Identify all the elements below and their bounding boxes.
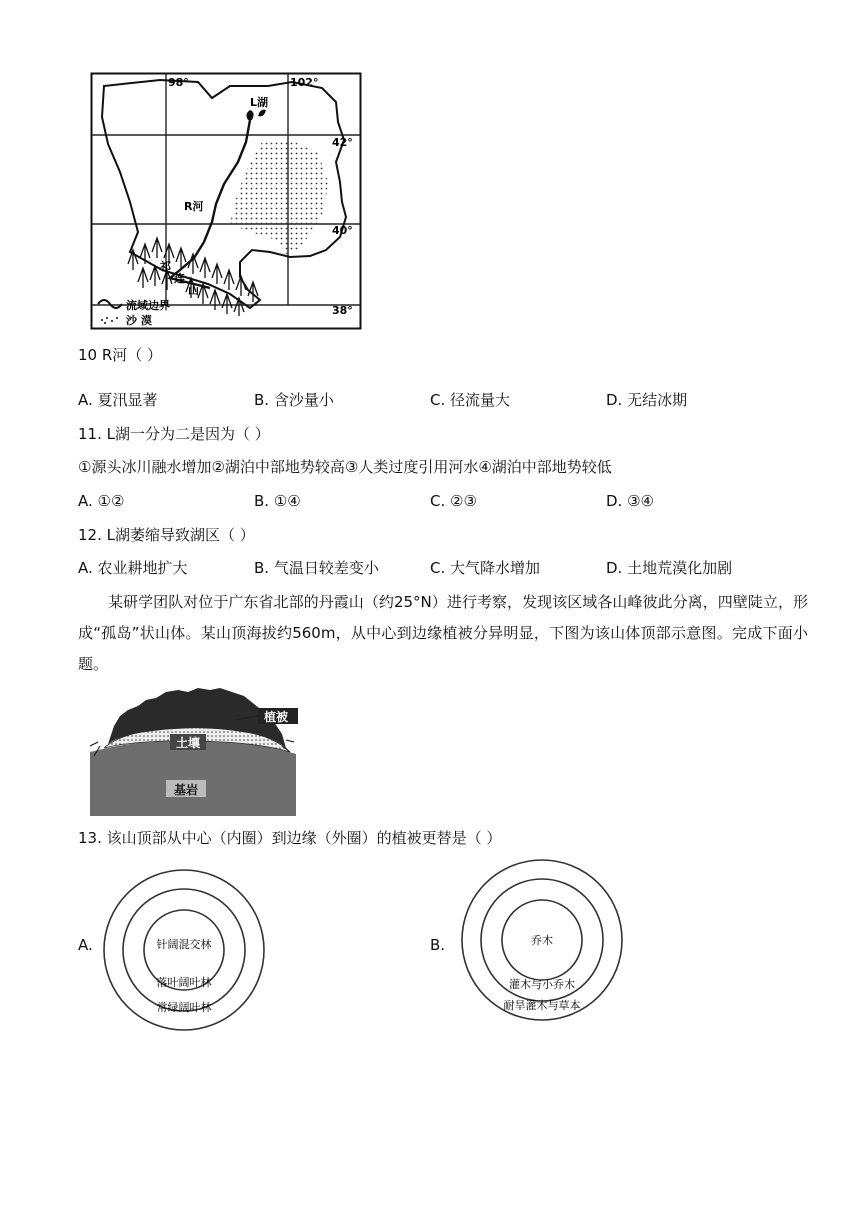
lat-mid-label: 40° (332, 224, 353, 237)
q10-option-d[interactable]: D. 无结冰期 (606, 391, 688, 409)
q11-option-c[interactable]: C. ②③ (430, 492, 477, 510)
basin-map (90, 72, 362, 330)
q11-stem: 11. L湖一分为二是因为（ ） (78, 425, 270, 443)
q12-stem: 12. L湖萎缩导致湖区（ ） (78, 526, 255, 544)
q13-a-outer-label: 常绿阔叶林 (156, 1001, 212, 1014)
lake-label: L湖 (250, 96, 269, 109)
q13-b-outer-label: 耐旱灌木与草本 (503, 999, 581, 1012)
q13-option-b-letter[interactable]: B. (430, 936, 446, 954)
q13-option-a-rings[interactable] (102, 868, 266, 1032)
legend-boundary-label: 流域边界 (126, 299, 170, 312)
q13-stem: 13. 该山顶部从中心（内圈）到边缘（外圈）的植被更替是（ ） (78, 829, 502, 847)
bedrock-label: 基岩 (174, 783, 199, 797)
q11-option-a[interactable]: A. ①② (78, 492, 125, 510)
reading-passage: 某研学团队对位于广东省北部的丹霞山（约25°N）进行考察，发现该区域各山峰彼此分离，四壁陡立，形成“孤岛”状山体。某山顶海拔约560m，从中心到边缘植被分异明显，下图为该山体顶部示意图。完成下面小题。 (78, 593, 808, 673)
q10-stem: 10 R河（ ） (78, 346, 163, 364)
q13-a-middle-label: 落叶阔叶林 (156, 976, 212, 989)
q13-b-inner-label: 乔木 (531, 934, 553, 947)
lon-left-label: 98° (168, 76, 189, 89)
q12-option-a[interactable]: A. 农业耕地扩大 (78, 559, 188, 577)
q11-option-b[interactable]: B. ①④ (254, 492, 301, 510)
q12-option-d[interactable]: D. 土地荒漠化加剧 (606, 559, 733, 577)
q13-option-b-rings[interactable] (460, 858, 624, 1022)
lon-right-label: 102° (290, 76, 319, 89)
q11-option-d[interactable]: D. ③④ (606, 492, 654, 510)
lat-bottom-label: 38° (332, 304, 353, 317)
mountain-char-3: 山 (188, 284, 199, 297)
q10-option-c[interactable]: C. 径流量大 (430, 391, 511, 409)
q11-statements: ①源头冰川融水增加②湖泊中部地势较高③人类过度引用河水④湖泊中部地势较低 (78, 458, 612, 476)
soil-label: 土壤 (176, 736, 201, 750)
q10-option-a[interactable]: A. 夏汛显著 (78, 391, 158, 409)
q13-a-inner-label: 针阔混交林 (156, 938, 212, 951)
mountain-char-2: 连 (174, 272, 185, 285)
q12-option-c[interactable]: C. 大气降水增加 (430, 559, 541, 577)
mountain-top-profile (86, 686, 302, 818)
vegetation-label: 植被 (264, 710, 289, 724)
q13-b-middle-label: 灌木与小乔木 (509, 978, 575, 991)
q10-option-b[interactable]: B. 含沙量小 (254, 391, 334, 409)
q13-option-a-letter[interactable]: A. (78, 936, 93, 954)
lat-top-label: 42° (332, 136, 353, 149)
river-label: R河 (184, 200, 204, 213)
bedrock-layer (90, 740, 296, 816)
mountain-char-1: 祁 (160, 260, 171, 273)
q12-option-b[interactable]: B. 气温日较差变小 (254, 559, 379, 577)
legend-desert-label: 沙 漠 (126, 314, 152, 327)
